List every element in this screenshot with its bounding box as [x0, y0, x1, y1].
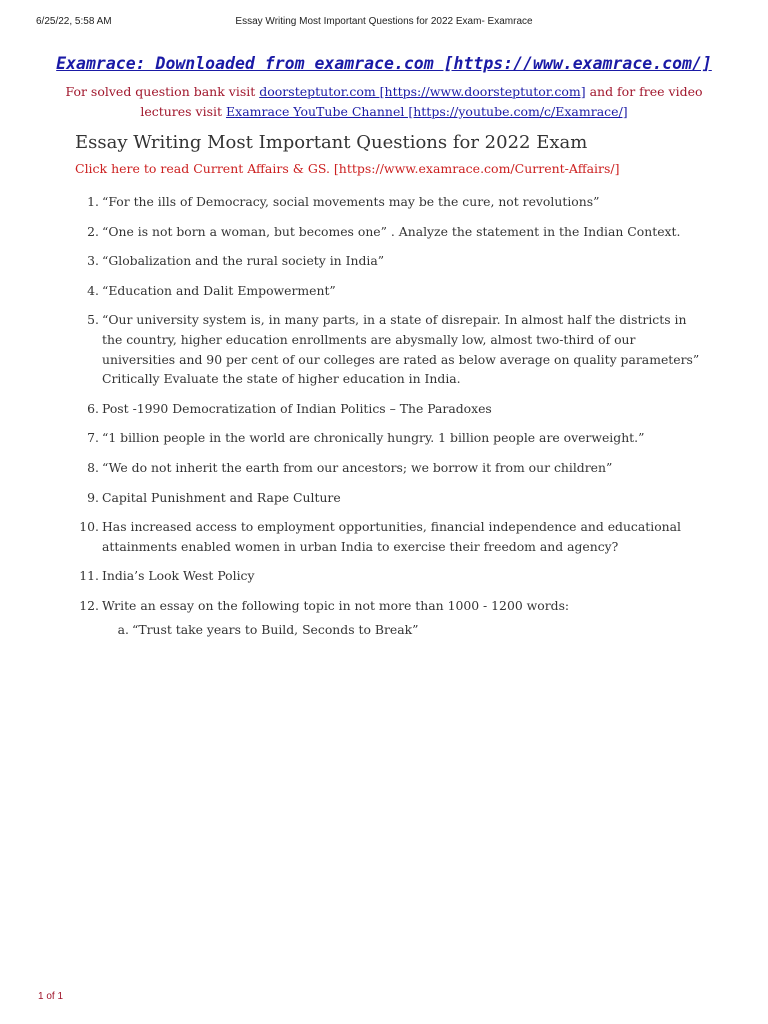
question-text: “Our university system is, in many parts, in a state of disrepair. In almost half the districts in the country, higher education enrollments are abysmally low, almost two-third of our universities and 90 per cent of our colleges are rated as below average on quality parameters” Critically Evaluate the state of higher education in India. — [102, 312, 700, 387]
question-number: 2. — [87, 223, 99, 239]
promo-text — [60, 82, 708, 122]
question-list — [75, 192, 700, 649]
question-text: “Education and Dalit Empowerment” — [102, 282, 336, 298]
question-text: “One is not born a woman, but becomes one” . Analyze the statement in the Indian Context. — [102, 223, 681, 239]
question-item — [75, 596, 700, 639]
question-text: Write an essay on the following topic in not more than 1000 - 1200 words: — [102, 597, 570, 613]
question-text: “1 billion people in the world are chronically hungry. 1 billion people are overweight.” — [102, 430, 645, 446]
sub-question-list — [102, 620, 700, 640]
question-number: 5. — [87, 312, 99, 328]
question-number: 6. — [87, 400, 99, 416]
question-item — [75, 251, 700, 271]
print-datetime: 6/25/22, 5:58 AM — [36, 16, 112, 27]
page-counter: 1 of 1 — [38, 991, 64, 1002]
question-item — [75, 517, 700, 556]
question-number: 1. — [87, 194, 99, 209]
banner-link[interactable]: Examrace: Downloaded from examrace.com [https://www.examrace.com/] — [56, 54, 712, 73]
print-header — [0, 16, 768, 30]
question-item — [75, 222, 700, 242]
promo-middle: and for free video lectures visit — [140, 84, 703, 119]
question-number: 9. — [87, 489, 99, 505]
current-affairs-link[interactable]: Click here to read Current Affairs & GS. [https://www.examrace.com/Current-Affairs/] — [75, 161, 620, 176]
print-page-title: Essay Writing Most Important Questions for 2022 Exam- Examrace — [235, 16, 533, 27]
question-number: 12. — [79, 597, 99, 613]
examrace-banner[interactable] — [0, 54, 768, 73]
youtube-channel-link[interactable]: Examrace YouTube Channel [https://youtube.com/c/Examrace/] — [226, 104, 628, 119]
question-number: 3. — [87, 253, 99, 269]
question-item — [75, 310, 700, 388]
question-text: India’s Look West Policy — [102, 568, 255, 584]
doorsteptutor-link[interactable]: doorsteptutor.com [https://www.doorsteptutor.com] — [259, 84, 586, 99]
question-number: 7. — [87, 430, 99, 446]
question-item — [75, 428, 700, 448]
sub-question-letter: a. — [117, 621, 129, 637]
question-text: “For the ills of Democracy, social movements may be the cure, not revolutions” — [102, 194, 600, 209]
question-number: 10. — [79, 519, 99, 535]
question-item — [75, 458, 700, 478]
question-item — [75, 488, 700, 508]
question-text: Has increased access to employment opportunities, financial independence and educational attainments enabled women in urban India to exercise their freedom and agency? — [102, 519, 681, 554]
question-text: Post -1990 Democratization of Indian Politics – The Paradoxes — [102, 400, 492, 416]
question-number: 4. — [87, 282, 99, 298]
document-title: Essay Writing Most Important Questions for 2022 Exam — [75, 132, 588, 153]
question-number: 11. — [79, 568, 99, 584]
question-text: “Globalization and the rural society in India” — [102, 253, 385, 269]
question-number: 8. — [87, 459, 99, 475]
question-item — [75, 192, 700, 212]
question-text: “We do not inherit the earth from our ancestors; we borrow it from our children” — [102, 459, 613, 475]
question-item — [75, 566, 700, 586]
question-item — [75, 399, 700, 419]
question-text: Capital Punishment and Rape Culture — [102, 489, 341, 505]
sub-question-text: “Trust take years to Build, Seconds to Break” — [132, 621, 419, 637]
promo-prefix: For solved question bank visit — [65, 84, 260, 99]
sub-question-item — [102, 620, 700, 640]
question-item — [75, 281, 700, 301]
